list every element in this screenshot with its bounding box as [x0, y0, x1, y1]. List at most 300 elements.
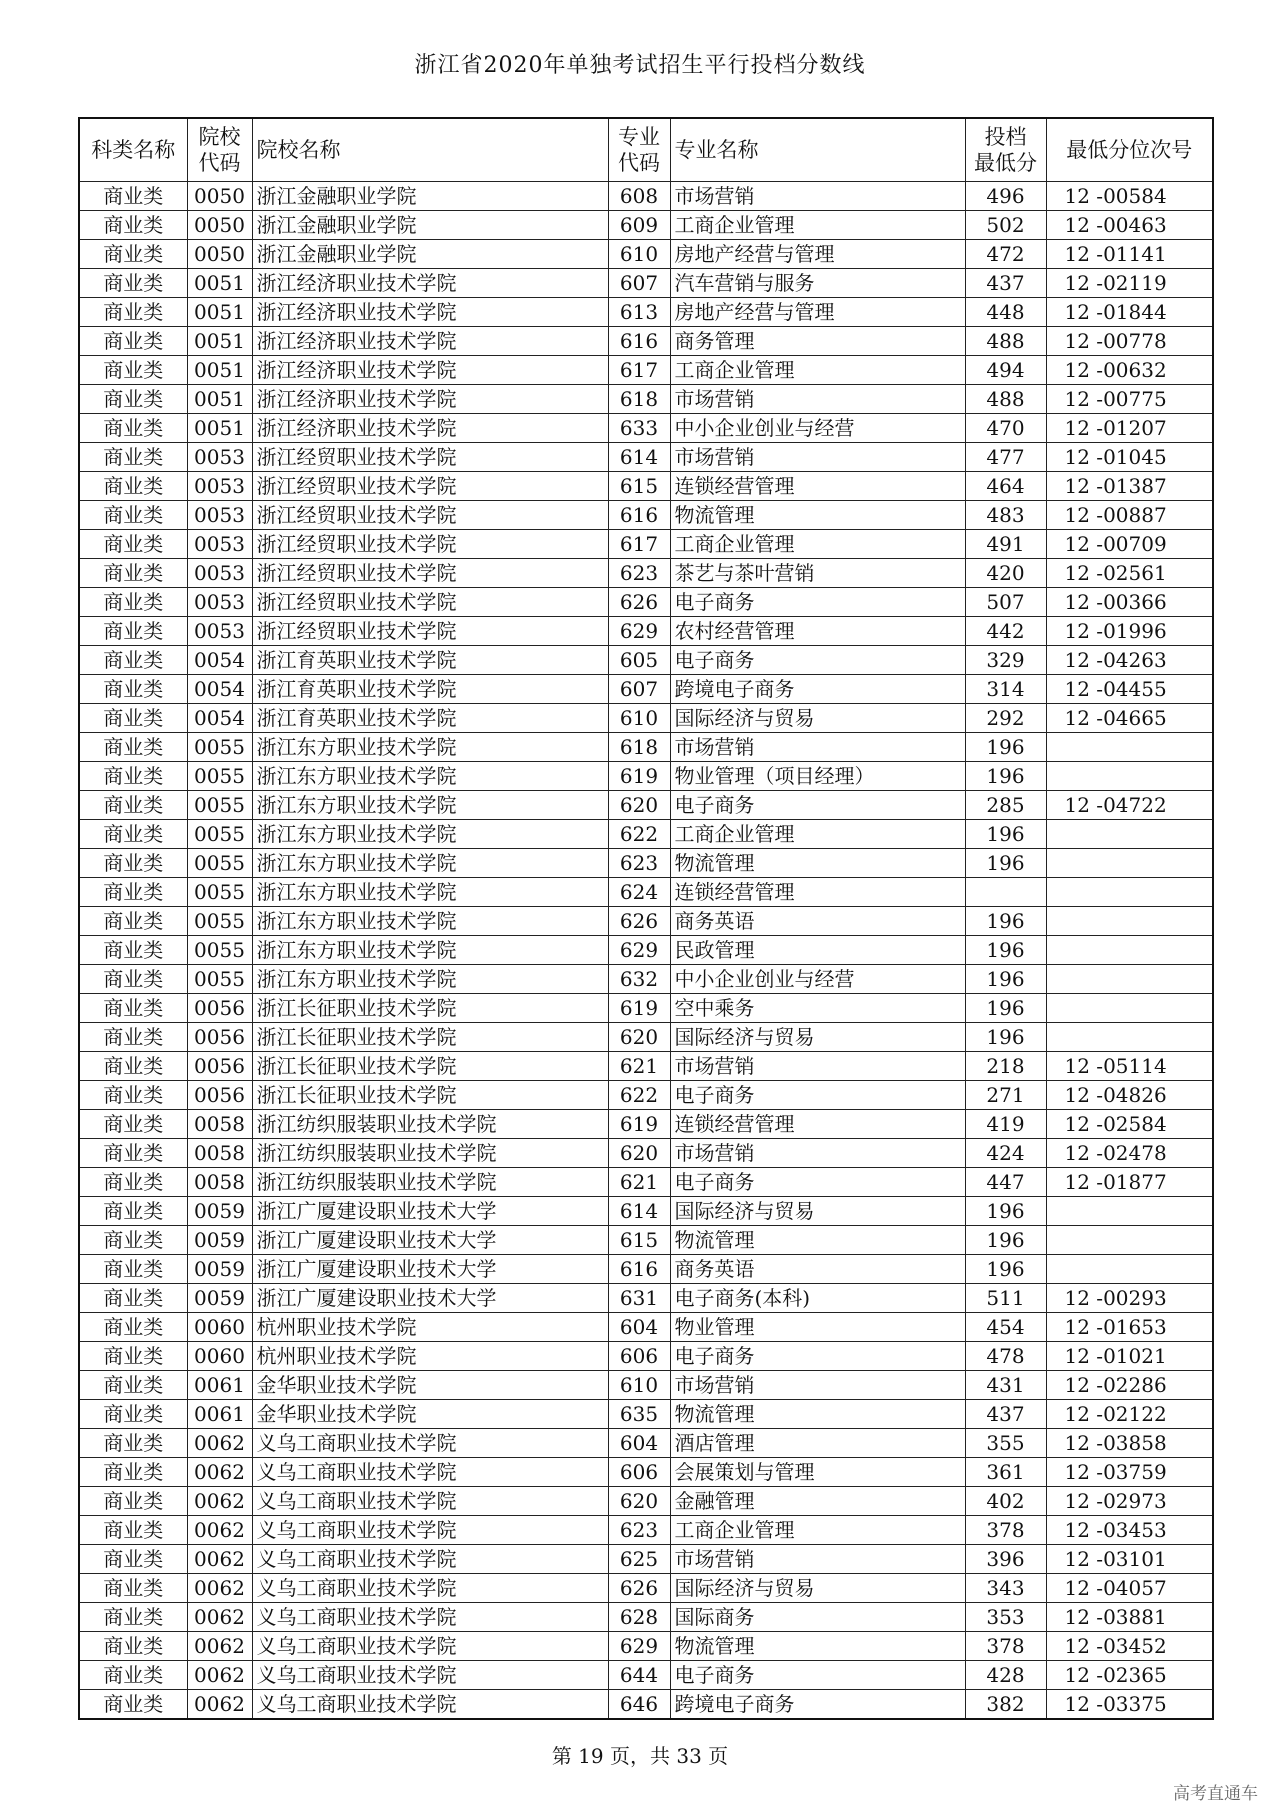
cell-major-name: 市场营销 — [670, 385, 965, 414]
cell-major-code: 610 — [608, 1371, 670, 1400]
cell-major-code: 620 — [608, 1139, 670, 1168]
cell-category: 商业类 — [79, 1168, 187, 1197]
cell-min-score: 420 — [965, 559, 1046, 588]
cell-category: 商业类 — [79, 1545, 187, 1574]
cell-major-code: 610 — [608, 704, 670, 733]
cell-category: 商业类 — [79, 1661, 187, 1690]
cell-major-name: 物业管理（项目经理） — [670, 762, 965, 791]
cell-school-code: 0051 — [187, 414, 252, 443]
cell-major-name: 房地产经营与管理 — [670, 298, 965, 327]
cell-school-name: 浙江经济职业技术学院 — [252, 327, 608, 356]
table-row — [79, 1023, 1213, 1052]
cell-school-name: 义乌工商职业技术学院 — [252, 1516, 608, 1545]
cell-min-rank: 12 -01207 — [1046, 414, 1213, 443]
cell-min-rank: 12 -02119 — [1046, 269, 1213, 298]
cell-major-name: 国际经济与贸易 — [670, 704, 965, 733]
cell-category: 商业类 — [79, 733, 187, 762]
table-row — [79, 1603, 1213, 1632]
cell-major-code: 616 — [608, 327, 670, 356]
cell-major-code: 609 — [608, 211, 670, 240]
cell-school-name: 浙江经贸职业技术学院 — [252, 472, 608, 501]
cell-major-name: 连锁经营管理 — [670, 1110, 965, 1139]
cell-min-rank: 12 -02584 — [1046, 1110, 1213, 1139]
cell-school-code: 0051 — [187, 298, 252, 327]
cell-min-rank — [1046, 762, 1213, 791]
cell-min-rank: 12 -03881 — [1046, 1603, 1213, 1632]
watermark: 高考直通车 — [1173, 1784, 1258, 1804]
cell-min-score: 494 — [965, 356, 1046, 385]
table-row — [79, 588, 1213, 617]
cell-school-name: 浙江东方职业技术学院 — [252, 762, 608, 791]
cell-major-code: 619 — [608, 1110, 670, 1139]
cell-min-rank: 12 -00632 — [1046, 356, 1213, 385]
cell-major-code: 622 — [608, 820, 670, 849]
cell-major-code: 607 — [608, 269, 670, 298]
cell-school-code: 0058 — [187, 1139, 252, 1168]
cell-school-code: 0062 — [187, 1458, 252, 1487]
cell-min-score: 196 — [965, 733, 1046, 762]
cell-min-rank: 12 -01021 — [1046, 1342, 1213, 1371]
cell-major-name: 国际经济与贸易 — [670, 1023, 965, 1052]
cell-category: 商业类 — [79, 559, 187, 588]
cell-major-code: 625 — [608, 1545, 670, 1574]
cell-category: 商业类 — [79, 530, 187, 559]
cell-min-rank: 12 -00293 — [1046, 1284, 1213, 1313]
cell-min-score: 488 — [965, 327, 1046, 356]
cell-school-name: 浙江经济职业技术学院 — [252, 269, 608, 298]
cell-major-name: 物流管理 — [670, 1226, 965, 1255]
cell-school-name: 浙江长征职业技术学院 — [252, 1081, 608, 1110]
cell-major-name: 电子商务 — [670, 646, 965, 675]
cell-min-rank: 12 -01844 — [1046, 298, 1213, 327]
score-table — [78, 117, 1214, 1720]
cell-major-name: 工商企业管理 — [670, 530, 965, 559]
page-title: 浙江省2020年单独考试招生平行投档分数线 — [414, 53, 866, 78]
cell-major-code: 626 — [608, 588, 670, 617]
cell-school-name: 浙江经济职业技术学院 — [252, 356, 608, 385]
cell-min-score: 442 — [965, 617, 1046, 646]
cell-min-rank: 12 -04263 — [1046, 646, 1213, 675]
cell-school-name: 浙江金融职业学院 — [252, 211, 608, 240]
cell-school-name: 浙江经贸职业技术学院 — [252, 501, 608, 530]
cell-major-code: 614 — [608, 443, 670, 472]
table-row — [79, 1081, 1213, 1110]
cell-min-score: 428 — [965, 1661, 1046, 1690]
cell-min-rank — [1046, 1255, 1213, 1284]
cell-school-code: 0060 — [187, 1313, 252, 1342]
table-row — [79, 472, 1213, 501]
cell-category: 商业类 — [79, 1255, 187, 1284]
cell-category: 商业类 — [79, 617, 187, 646]
cell-school-code: 0056 — [187, 1052, 252, 1081]
cell-min-rank: 12 -01877 — [1046, 1168, 1213, 1197]
cell-min-score: 196 — [965, 1226, 1046, 1255]
cell-major-name: 工商企业管理 — [670, 356, 965, 385]
cell-min-score: 511 — [965, 1284, 1046, 1313]
cell-school-name: 浙江广厦建设职业技术大学 — [252, 1226, 608, 1255]
cell-min-score: 196 — [965, 1023, 1046, 1052]
cell-major-code: 633 — [608, 414, 670, 443]
cell-major-code: 623 — [608, 1516, 670, 1545]
cell-min-rank: 12 -04665 — [1046, 704, 1213, 733]
cell-min-rank: 12 -03453 — [1046, 1516, 1213, 1545]
cell-school-name: 浙江经济职业技术学院 — [252, 414, 608, 443]
cell-min-rank: 12 -04826 — [1046, 1081, 1213, 1110]
cell-category: 商业类 — [79, 820, 187, 849]
cell-school-name: 杭州职业技术学院 — [252, 1342, 608, 1371]
cell-category: 商业类 — [79, 501, 187, 530]
cell-min-score: 396 — [965, 1545, 1046, 1574]
header-school-name: 院校名称 — [252, 118, 608, 182]
cell-school-code: 0051 — [187, 385, 252, 414]
cell-min-rank: 12 -01045 — [1046, 443, 1213, 472]
cell-min-rank: 12 -03858 — [1046, 1429, 1213, 1458]
cell-school-name: 义乌工商职业技术学院 — [252, 1429, 608, 1458]
cell-major-code: 617 — [608, 356, 670, 385]
cell-category: 商业类 — [79, 762, 187, 791]
cell-major-name: 物流管理 — [670, 849, 965, 878]
cell-major-code: 621 — [608, 1052, 670, 1081]
cell-school-name: 浙江东方职业技术学院 — [252, 820, 608, 849]
cell-category: 商业类 — [79, 1226, 187, 1255]
cell-category: 商业类 — [79, 211, 187, 240]
table-row — [79, 414, 1213, 443]
cell-school-code: 0050 — [187, 240, 252, 269]
header-min-rank: 最低分位次号 — [1046, 118, 1213, 182]
cell-school-code: 0055 — [187, 878, 252, 907]
cell-min-rank: 12 -02365 — [1046, 1661, 1213, 1690]
cell-school-code: 0053 — [187, 617, 252, 646]
cell-major-code: 608 — [608, 182, 670, 211]
cell-school-code: 0059 — [187, 1197, 252, 1226]
cell-school-code: 0062 — [187, 1603, 252, 1632]
cell-min-score: 507 — [965, 588, 1046, 617]
cell-major-code: 623 — [608, 849, 670, 878]
cell-major-name: 中小企业创业与经营 — [670, 965, 965, 994]
cell-min-rank — [1046, 907, 1213, 936]
cell-school-code: 0054 — [187, 675, 252, 704]
cell-school-code: 0053 — [187, 588, 252, 617]
cell-school-name: 浙江经贸职业技术学院 — [252, 443, 608, 472]
cell-min-rank: 12 -00778 — [1046, 327, 1213, 356]
cell-min-score: 218 — [965, 1052, 1046, 1081]
table-row — [79, 733, 1213, 762]
table-row — [79, 617, 1213, 646]
cell-category: 商业类 — [79, 1052, 187, 1081]
cell-school-name: 浙江纺织服装职业技术学院 — [252, 1168, 608, 1197]
cell-min-rank — [1046, 994, 1213, 1023]
cell-major-name: 电子商务 — [670, 1342, 965, 1371]
cell-major-code: 620 — [608, 1023, 670, 1052]
cell-category: 商业类 — [79, 936, 187, 965]
cell-school-code: 0055 — [187, 733, 252, 762]
cell-category: 商业类 — [79, 443, 187, 472]
cell-school-name: 浙江纺织服装职业技术学院 — [252, 1139, 608, 1168]
cell-major-code: 619 — [608, 762, 670, 791]
cell-major-name: 电子商务 — [670, 588, 965, 617]
table-row — [79, 1545, 1213, 1574]
cell-major-code: 606 — [608, 1458, 670, 1487]
cell-min-score: 382 — [965, 1690, 1046, 1720]
header-min-score: 投档 最低分 — [965, 118, 1046, 182]
cell-min-score: 271 — [965, 1081, 1046, 1110]
table-row — [79, 762, 1213, 791]
cell-major-code: 635 — [608, 1400, 670, 1429]
cell-min-rank — [1046, 878, 1213, 907]
cell-min-rank: 12 -05114 — [1046, 1052, 1213, 1081]
cell-major-code: 624 — [608, 878, 670, 907]
cell-min-score: 196 — [965, 1255, 1046, 1284]
table-row — [79, 385, 1213, 414]
cell-min-score: 196 — [965, 936, 1046, 965]
cell-school-name: 浙江长征职业技术学院 — [252, 1023, 608, 1052]
header-school-code: 院校 代码 — [187, 118, 252, 182]
cell-school-name: 义乌工商职业技术学院 — [252, 1632, 608, 1661]
table-row — [79, 443, 1213, 472]
cell-min-score: 447 — [965, 1168, 1046, 1197]
cell-category: 商业类 — [79, 675, 187, 704]
cell-major-name: 国际商务 — [670, 1603, 965, 1632]
cell-category: 商业类 — [79, 356, 187, 385]
cell-min-score: 343 — [965, 1574, 1046, 1603]
cell-major-code: 646 — [608, 1690, 670, 1720]
cell-min-rank: 12 -01653 — [1046, 1313, 1213, 1342]
table-row — [79, 1661, 1213, 1690]
cell-major-name: 中小企业创业与经营 — [670, 414, 965, 443]
cell-min-rank — [1046, 849, 1213, 878]
cell-category: 商业类 — [79, 646, 187, 675]
cell-category: 商业类 — [79, 385, 187, 414]
cell-school-code: 0053 — [187, 501, 252, 530]
cell-category: 商业类 — [79, 1516, 187, 1545]
cell-min-rank: 12 -04455 — [1046, 675, 1213, 704]
cell-school-name: 义乌工商职业技术学院 — [252, 1458, 608, 1487]
cell-category: 商业类 — [79, 182, 187, 211]
cell-major-code: 629 — [608, 936, 670, 965]
cell-category: 商业类 — [79, 588, 187, 617]
cell-school-name: 杭州职业技术学院 — [252, 1313, 608, 1342]
cell-school-code: 0050 — [187, 211, 252, 240]
cell-school-name: 浙江广厦建设职业技术大学 — [252, 1255, 608, 1284]
cell-school-code: 0059 — [187, 1255, 252, 1284]
cell-min-score: 285 — [965, 791, 1046, 820]
cell-min-score: 196 — [965, 820, 1046, 849]
cell-min-score: 448 — [965, 298, 1046, 327]
cell-major-name: 金融管理 — [670, 1487, 965, 1516]
cell-category: 商业类 — [79, 878, 187, 907]
table-row — [79, 1429, 1213, 1458]
cell-school-name: 浙江长征职业技术学院 — [252, 1052, 608, 1081]
table-row — [79, 1110, 1213, 1139]
table-row — [79, 1690, 1213, 1720]
table-row — [79, 936, 1213, 965]
cell-school-name: 浙江金融职业学院 — [252, 240, 608, 269]
cell-school-name: 浙江经贸职业技术学院 — [252, 588, 608, 617]
cell-min-score: 491 — [965, 530, 1046, 559]
cell-school-code: 0054 — [187, 704, 252, 733]
cell-min-score: 196 — [965, 1197, 1046, 1226]
cell-major-name: 工商企业管理 — [670, 820, 965, 849]
table-row — [79, 1632, 1213, 1661]
cell-category: 商业类 — [79, 1139, 187, 1168]
cell-school-name: 浙江育英职业技术学院 — [252, 646, 608, 675]
cell-min-rank: 12 -01996 — [1046, 617, 1213, 646]
cell-school-code: 0051 — [187, 327, 252, 356]
header-major-name: 专业名称 — [670, 118, 965, 182]
cell-school-code: 0059 — [187, 1226, 252, 1255]
cell-school-code: 0056 — [187, 1081, 252, 1110]
cell-category: 商业类 — [79, 965, 187, 994]
cell-school-name: 浙江长征职业技术学院 — [252, 994, 608, 1023]
cell-major-name: 房地产经营与管理 — [670, 240, 965, 269]
table-row — [79, 240, 1213, 269]
cell-category: 商业类 — [79, 472, 187, 501]
cell-school-name: 浙江东方职业技术学院 — [252, 965, 608, 994]
cell-major-code: 605 — [608, 646, 670, 675]
cell-category: 商业类 — [79, 907, 187, 936]
table-row — [79, 298, 1213, 327]
cell-min-score: 496 — [965, 182, 1046, 211]
table-row — [79, 1342, 1213, 1371]
cell-school-name: 义乌工商职业技术学院 — [252, 1661, 608, 1690]
cell-category: 商业类 — [79, 791, 187, 820]
table-row — [79, 182, 1213, 211]
cell-min-score: 196 — [965, 762, 1046, 791]
table-row — [79, 327, 1213, 356]
cell-min-score: 353 — [965, 1603, 1046, 1632]
cell-school-code: 0061 — [187, 1371, 252, 1400]
cell-major-code: 644 — [608, 1661, 670, 1690]
header-major-code: 专业 代码 — [608, 118, 670, 182]
cell-min-rank: 12 -02286 — [1046, 1371, 1213, 1400]
cell-major-name: 民政管理 — [670, 936, 965, 965]
table-row — [79, 965, 1213, 994]
cell-school-code: 0055 — [187, 965, 252, 994]
cell-major-name: 市场营销 — [670, 1139, 965, 1168]
cell-major-name: 商务英语 — [670, 907, 965, 936]
cell-category: 商业类 — [79, 269, 187, 298]
cell-category: 商业类 — [79, 240, 187, 269]
cell-major-code: 614 — [608, 1197, 670, 1226]
table-row — [79, 820, 1213, 849]
cell-major-code: 604 — [608, 1313, 670, 1342]
cell-school-name: 浙江育英职业技术学院 — [252, 675, 608, 704]
cell-category: 商业类 — [79, 1081, 187, 1110]
cell-school-name: 义乌工商职业技术学院 — [252, 1487, 608, 1516]
cell-min-score: 196 — [965, 994, 1046, 1023]
cell-min-rank: 12 -00775 — [1046, 385, 1213, 414]
cell-category: 商业类 — [79, 1429, 187, 1458]
cell-school-code: 0059 — [187, 1284, 252, 1313]
cell-school-name: 浙江纺织服装职业技术学院 — [252, 1110, 608, 1139]
table-row — [79, 559, 1213, 588]
cell-min-score — [965, 878, 1046, 907]
cell-min-score: 329 — [965, 646, 1046, 675]
cell-major-name: 电子商务 — [670, 791, 965, 820]
cell-school-code: 0055 — [187, 849, 252, 878]
cell-min-rank: 12 -03759 — [1046, 1458, 1213, 1487]
cell-category: 商业类 — [79, 1690, 187, 1720]
cell-major-code: 618 — [608, 733, 670, 762]
cell-school-name: 义乌工商职业技术学院 — [252, 1574, 608, 1603]
table-row — [79, 1487, 1213, 1516]
cell-category: 商业类 — [79, 327, 187, 356]
cell-min-rank — [1046, 1197, 1213, 1226]
cell-school-code: 0062 — [187, 1487, 252, 1516]
cell-school-code: 0056 — [187, 1023, 252, 1052]
cell-category: 商业类 — [79, 1458, 187, 1487]
cell-min-score: 196 — [965, 965, 1046, 994]
cell-min-rank: 12 -00463 — [1046, 211, 1213, 240]
cell-major-code: 610 — [608, 240, 670, 269]
table-row — [79, 1574, 1213, 1603]
cell-school-name: 义乌工商职业技术学院 — [252, 1545, 608, 1574]
cell-min-score: 470 — [965, 414, 1046, 443]
cell-school-code: 0054 — [187, 646, 252, 675]
cell-min-score: 196 — [965, 849, 1046, 878]
cell-school-code: 0055 — [187, 820, 252, 849]
cell-major-name: 市场营销 — [670, 1371, 965, 1400]
cell-major-name: 商务管理 — [670, 327, 965, 356]
cell-major-name: 跨境电子商务 — [670, 1690, 965, 1720]
cell-min-rank: 12 -01387 — [1046, 472, 1213, 501]
cell-category: 商业类 — [79, 994, 187, 1023]
cell-major-code: 623 — [608, 559, 670, 588]
cell-min-score: 355 — [965, 1429, 1046, 1458]
cell-school-name: 金华职业技术学院 — [252, 1400, 608, 1429]
cell-school-name: 浙江东方职业技术学院 — [252, 849, 608, 878]
cell-major-code: 629 — [608, 1632, 670, 1661]
cell-category: 商业类 — [79, 1313, 187, 1342]
cell-school-code: 0058 — [187, 1168, 252, 1197]
cell-school-code: 0051 — [187, 356, 252, 385]
cell-major-name: 空中乘务 — [670, 994, 965, 1023]
cell-category: 商业类 — [79, 1023, 187, 1052]
cell-min-score: 419 — [965, 1110, 1046, 1139]
cell-school-name: 浙江东方职业技术学院 — [252, 791, 608, 820]
cell-min-rank: 12 -00887 — [1046, 501, 1213, 530]
table-row — [79, 849, 1213, 878]
cell-category: 商业类 — [79, 1371, 187, 1400]
cell-min-rank: 12 -02561 — [1046, 559, 1213, 588]
cell-school-code: 0062 — [187, 1574, 252, 1603]
cell-category: 商业类 — [79, 1632, 187, 1661]
cell-min-score: 478 — [965, 1342, 1046, 1371]
cell-major-name: 市场营销 — [670, 733, 965, 762]
cell-min-rank: 12 -01141 — [1046, 240, 1213, 269]
cell-min-score: 502 — [965, 211, 1046, 240]
cell-major-code: 620 — [608, 1487, 670, 1516]
cell-category: 商业类 — [79, 1487, 187, 1516]
cell-min-score: 488 — [965, 385, 1046, 414]
cell-category: 商业类 — [79, 849, 187, 878]
page-footer: 第 19 页，共 33 页 — [551, 1744, 729, 1768]
cell-major-code: 618 — [608, 385, 670, 414]
cell-major-code: 617 — [608, 530, 670, 559]
cell-major-code: 606 — [608, 1342, 670, 1371]
cell-school-code: 0055 — [187, 907, 252, 936]
cell-min-rank — [1046, 733, 1213, 762]
cell-category: 商业类 — [79, 1603, 187, 1632]
cell-major-name: 电子商务(本科) — [670, 1284, 965, 1313]
cell-major-code: 632 — [608, 965, 670, 994]
table-row — [79, 878, 1213, 907]
table-row — [79, 1284, 1213, 1313]
cell-min-score: 378 — [965, 1516, 1046, 1545]
cell-min-rank: 12 -02122 — [1046, 1400, 1213, 1429]
cell-min-score: 437 — [965, 1400, 1046, 1429]
cell-major-code: 622 — [608, 1081, 670, 1110]
